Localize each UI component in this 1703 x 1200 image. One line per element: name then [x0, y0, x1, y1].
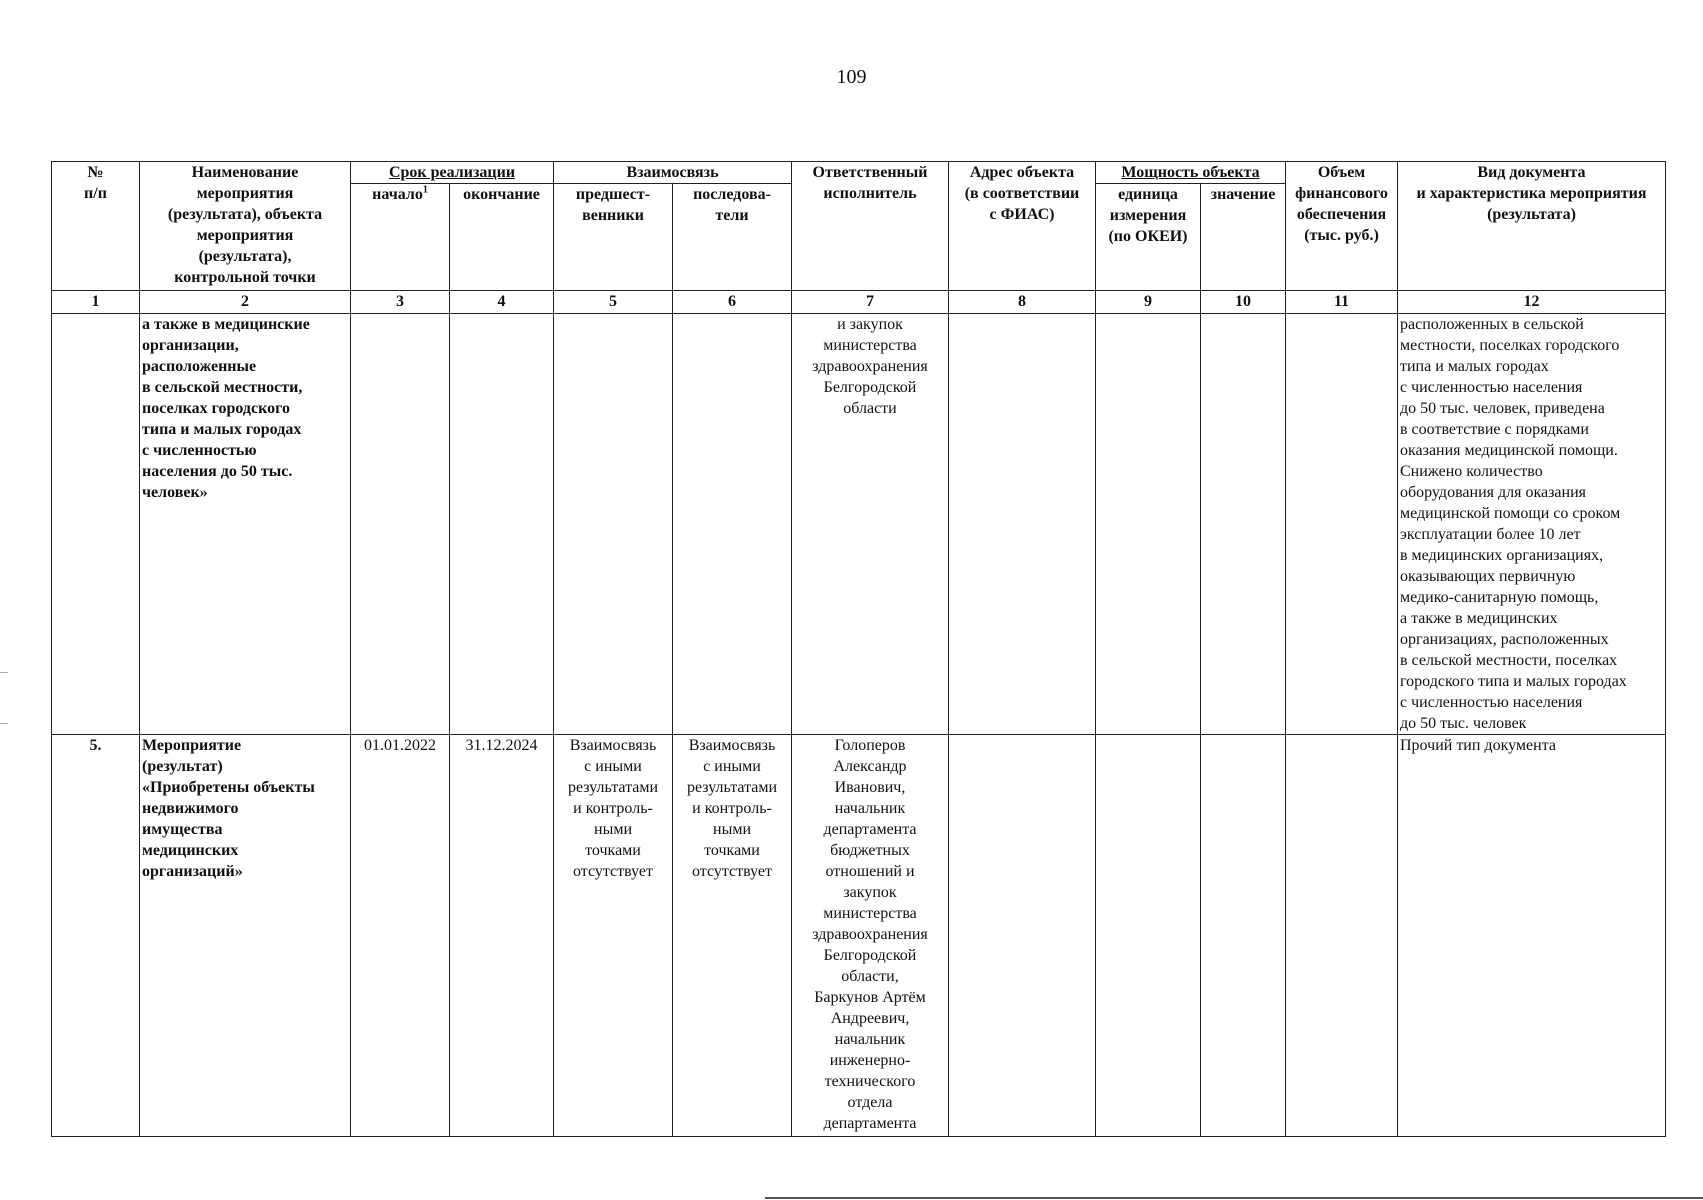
column-number: 3	[351, 291, 450, 314]
row-successors: Взаимосвязь с иными результатами и контроль- ными точками отсутствует	[673, 735, 792, 1137]
row-successors	[673, 314, 792, 735]
header-period-group	[351, 162, 554, 184]
row-responsible: и закупок министерства здравоохранения Белгородской области	[792, 314, 949, 735]
row-finance	[1286, 314, 1398, 735]
row-end	[450, 314, 554, 735]
row-value	[1201, 735, 1286, 1137]
column-number: 2	[140, 291, 351, 314]
column-number: 7	[792, 291, 949, 314]
header-link-group	[554, 162, 792, 184]
header-start	[351, 184, 450, 291]
header-start-footnote: 1	[422, 184, 428, 196]
column-number: 4	[450, 291, 554, 314]
header-capacity-label: Мощность объекта	[1121, 164, 1260, 181]
header-link-label: Взаимосвязь	[626, 164, 719, 181]
row-document: расположенных в сельской местности, поселках городского типа и малых городах с численностью населения до 50 тыс. человек, приведена в соответствие с порядками оказания медицинской помощи. Снижено количество оборудования для оказания медицинской помощи со сроком эксплуатации более 10 лет в медицинских организациях, оказывающих первичную медико-санитарную помощь, а также в медицинских организациях, расположенных в сельской местности, поселках городского типа и малых городах с численностью населения до 50 тыс. человек	[1398, 314, 1666, 735]
row-predecessors: Взаимосвязь с иными результатами и контроль- ными точками отсутствует	[554, 735, 673, 1137]
header-name: Наименование мероприятия (результата), объекта мероприятия (результата), контрольной точки	[140, 162, 351, 291]
column-number: 8	[949, 291, 1096, 314]
row-address	[949, 735, 1096, 1137]
row-start: 01.01.2022	[351, 735, 450, 1137]
page-number: 109	[836, 66, 867, 88]
header-finance: Объем финансового обеспечения (тыс. руб.)	[1286, 162, 1398, 291]
scan-mark	[0, 672, 8, 673]
row-start	[351, 314, 450, 735]
row-predecessors	[554, 314, 673, 735]
row-end: 31.12.2024	[450, 735, 554, 1137]
row-responsible: Голоперов Александр Иванович, начальник департамента бюджетных отношений и закупок министерства здравоохранения Белгородской области, Баркунов Артём Андреевич, начальник инженерно- технического отдела департамента	[792, 735, 949, 1137]
column-number-row	[52, 291, 1666, 314]
header-responsible: Ответственный исполнитель	[792, 162, 949, 291]
header-start-label: начало	[372, 186, 423, 203]
row-address	[949, 314, 1096, 735]
header-number: № п/п	[52, 162, 140, 291]
column-number: 5	[554, 291, 673, 314]
scan-edge-line	[765, 1197, 1703, 1199]
row-number: 5.	[52, 735, 140, 1137]
row-unit	[1096, 314, 1201, 735]
row-name: Мероприятие (результат) «Приобретены объекты недвижимого имущества медицинских организаций»	[140, 735, 351, 1137]
header-capacity-group	[1096, 162, 1286, 184]
row-finance	[1286, 735, 1398, 1137]
header-document: Вид документа и характеристика мероприятия (результата)	[1398, 162, 1666, 291]
row-document: Прочий тип документа	[1398, 735, 1666, 1137]
column-number: 6	[673, 291, 792, 314]
header-unit: единица измерения (по ОКЕИ)	[1096, 184, 1201, 291]
header-predecessors: предшест- венники	[554, 184, 673, 291]
header-address: Адрес объекта (в соответствии с ФИАС)	[949, 162, 1096, 291]
table-row	[52, 314, 1666, 735]
row-name: а также в медицинские организации, расположенные в сельской местности, поселках городского типа и малых городах с численностью населения до 50 тыс. человек»	[140, 314, 351, 735]
scan-mark	[0, 723, 8, 724]
row-number	[52, 314, 140, 735]
column-number: 9	[1096, 291, 1201, 314]
header-end: окончание	[450, 184, 554, 291]
row-value	[1201, 314, 1286, 735]
header-period-label: Срок реализации	[388, 164, 516, 181]
column-number: 12	[1398, 291, 1666, 314]
row-unit	[1096, 735, 1201, 1137]
table-row	[52, 735, 1666, 1137]
header-value: значение	[1201, 184, 1286, 291]
column-number: 1	[52, 291, 140, 314]
header-successors: последова- тели	[673, 184, 792, 291]
column-number: 10	[1201, 291, 1286, 314]
plan-table	[51, 161, 1666, 1137]
column-number: 11	[1286, 291, 1398, 314]
